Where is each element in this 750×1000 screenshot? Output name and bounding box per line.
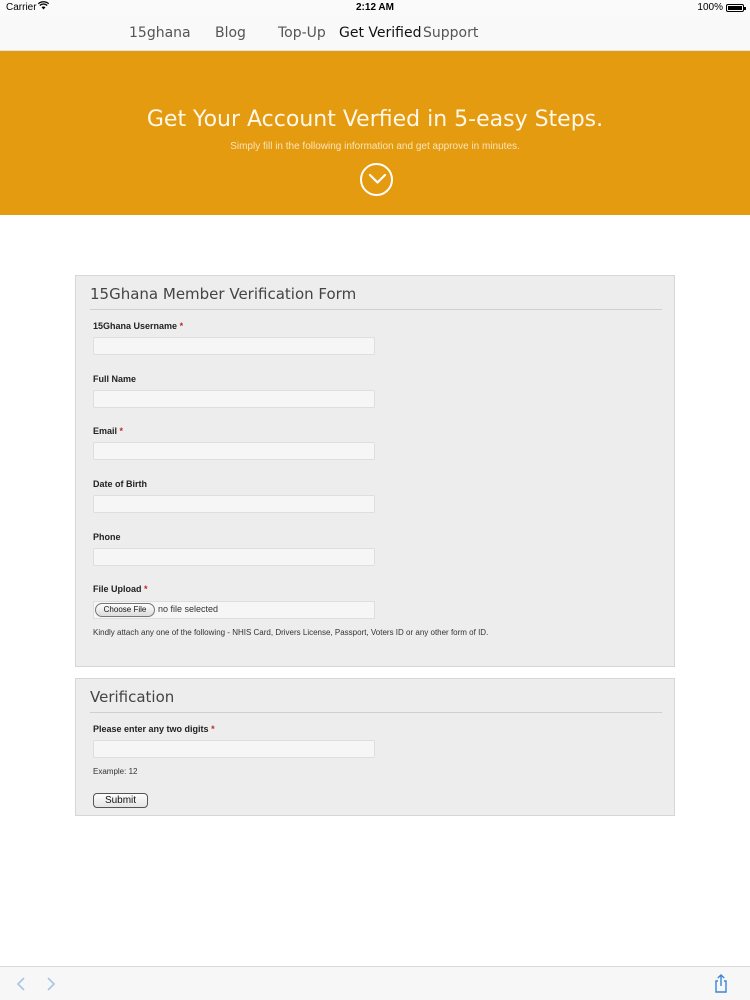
digits-example: Example: 12 [93,767,138,776]
hero-banner [0,51,750,215]
verification-title: Verification [90,688,175,706]
clock: 2:12 AM [356,2,394,13]
battery-percent: 100% [697,2,723,13]
date-of-birth-label: Date of Birth [93,479,147,489]
username-input[interactable] [93,337,375,355]
digits-input[interactable] [93,740,375,758]
back-icon[interactable] [15,976,27,997]
file-upload-hint: Kindly attach any one of the following - NHIS Card, Drivers License, Passport, Voters ID or any other form of ID. [93,628,489,637]
form-title: 15Ghana Member Verification Form [90,285,357,303]
hero-subtitle: Simply fill in the following information and get approve in minutes. [230,141,520,152]
full-name-label: Full Name [93,374,137,384]
verification-divider [90,712,662,713]
phone-input[interactable] [93,548,375,566]
nav-item-blog[interactable]: Blog [215,25,246,41]
battery-icon [726,4,744,12]
share-icon[interactable] [714,974,728,999]
verification-panel [75,678,675,816]
username-label: 15Ghana Username * [93,321,184,331]
form-title-divider [90,309,662,310]
email-label: Email * [93,426,124,436]
browser-toolbar [0,966,750,1000]
nav-item-support[interactable]: Support [423,25,479,41]
file-upload-input[interactable] [93,601,375,619]
nav-item-15ghana[interactable]: 15ghana [129,25,191,41]
phone-label: Phone [93,532,121,542]
carrier-label: Carrier [6,2,37,13]
file-upload-label: File Upload * [93,584,148,594]
nav-item-get-verified[interactable]: Get Verified [339,25,422,41]
forward-icon[interactable] [45,976,57,997]
full-name-input[interactable] [93,390,375,408]
status-bar [0,0,750,16]
hero-title: Get Your Account Verfied in 5-easy Steps. [146,107,604,132]
choose-file-button[interactable]: Choose File [95,603,155,617]
date-of-birth-input[interactable] [93,495,375,513]
nav-item-top-up[interactable]: Top-Up [278,25,326,41]
top-nav [0,16,750,51]
battery-indicator [697,2,744,13]
file-status: no file selected [158,604,219,614]
email-input[interactable] [93,442,375,460]
digits-label: Please enter any two digits * [93,724,215,734]
member-verification-form [75,275,675,667]
scroll-down-icon[interactable] [360,163,393,196]
submit-button[interactable]: Submit [93,793,148,808]
